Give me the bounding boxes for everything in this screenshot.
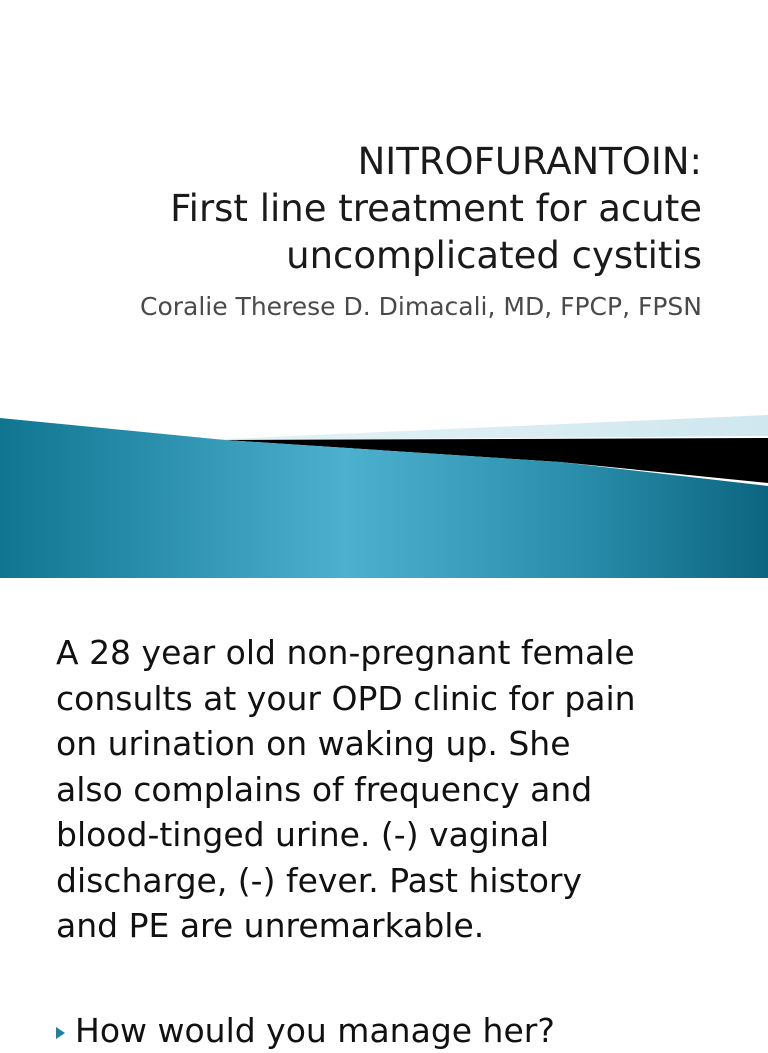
title-main: NITROFURANTOIN:	[357, 140, 702, 183]
case-body-text: A 28 year old non-pregnant female consults at your OPD clinic for pain on urination on waking up. She also complains of frequency and blood-tinged urine. (-) vaginal discharge, (-) fever. Past history and PE are unremarkable.	[56, 633, 636, 945]
bullet-arrow-icon	[56, 1027, 65, 1039]
bullet-text: How would you manage her?	[75, 1011, 555, 1050]
author-line: Coralie Therese D. Dimacali, MD, FPCP, FPSN	[139, 292, 702, 321]
title-sub: First line treatment for acute uncomplicated cystitis	[170, 187, 702, 277]
decorative-banner	[0, 410, 768, 578]
title-block	[40, 138, 702, 323]
banner-graphic	[0, 410, 768, 578]
slide-title	[40, 138, 702, 279]
banner-light-band	[200, 415, 768, 440]
bullet-item	[56, 1008, 756, 1053]
